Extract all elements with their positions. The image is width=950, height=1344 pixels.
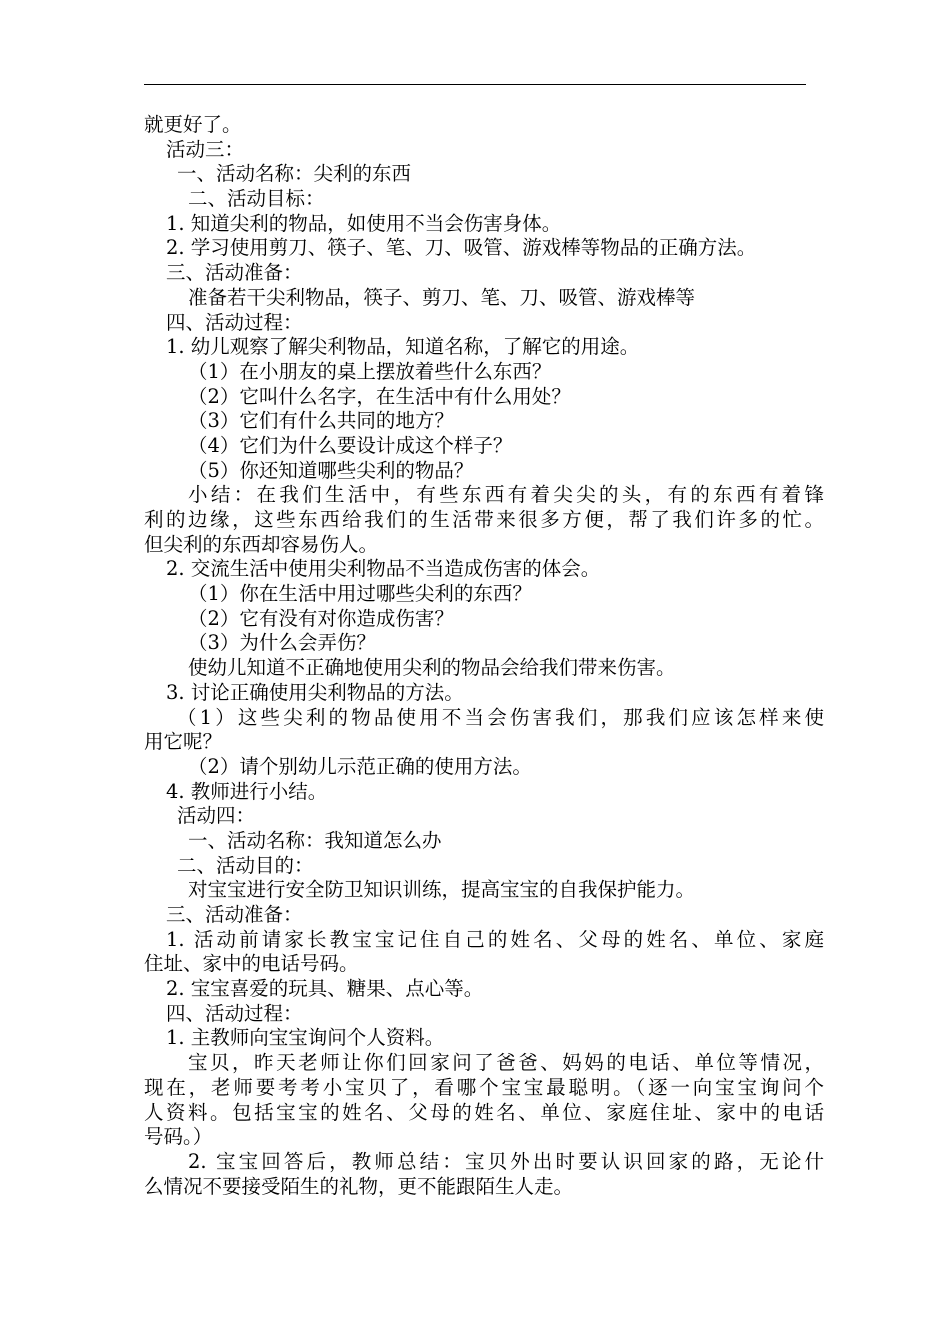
text-line: （2）它叫什么名字，在生活中有什么用处？	[188, 384, 571, 408]
text-line: 现在，老师要考考小宝贝了，看哪个宝宝最聪明。（逐一向宝宝询问个	[144, 1075, 824, 1099]
text-line: 号码。）	[144, 1125, 213, 1149]
text-line: 人资料。包括宝宝的姓名、父母的姓名、单位、家庭住址、家中的电话	[144, 1100, 824, 1124]
text-line: 四、活动过程：	[166, 310, 303, 334]
text-line: 三、活动准备：	[166, 261, 303, 285]
text-line: （4）它们为什么要设计成这个样子？	[188, 433, 513, 457]
text-line: 二、活动目标：	[188, 187, 325, 211]
text-line: 1. 活动前请家长教宝宝记住自己的姓名、父母的姓名、单位、家庭	[166, 927, 824, 951]
text-line: 1. 主教师向宝宝询问个人资料。	[166, 1026, 445, 1050]
text-line: 么情况不要接受陌生的礼物，更不能跟陌生人走。	[144, 1174, 574, 1198]
text-line: 2. 宝宝喜爱的玩具、糖果、点心等。	[166, 977, 484, 1001]
text-line: （3）为什么会弄伤？	[188, 631, 376, 655]
text-line: 3. 讨论正确使用尖利物品的方法。	[166, 680, 464, 704]
text-line: 活动四：	[177, 804, 256, 828]
text-line: 2. 学习使用剪刀、筷子、笔、刀、吸管、游戏棒等物品的正确方法。	[166, 236, 757, 260]
text-line: （3）它们有什么共同的地方？	[188, 409, 454, 433]
text-line: 使幼儿知道不正确地使用尖利的物品会给我们带来伤害。	[188, 656, 676, 680]
text-line: 用它呢？	[144, 730, 223, 754]
document-body	[144, 113, 824, 1199]
text-line: 2. 宝宝回答后，教师总结：宝贝外出时要认识回家的路，无论什	[188, 1149, 824, 1173]
text-line: 一、活动名称：我知道怎么办	[188, 828, 442, 852]
text-line: 利的边缘，这些东西给我们的生活带来很多方便，帮了我们许多的忙。	[144, 508, 824, 531]
text-line: 小结：在我们生活中，有些东西有着尖尖的头，有的东西有着锋	[188, 483, 824, 507]
text-line: 1. 知道尖利的物品，如使用不当会伤害身体。	[166, 211, 562, 235]
text-line: 活动三：	[166, 137, 245, 161]
text-line: 1. 幼儿观察了解尖利物品，知道名称，了解它的用途。	[166, 335, 640, 359]
text-line: （2）它有没有对你造成伤害？	[188, 606, 454, 630]
text-line: （1）在小朋友的桌上摆放着些什么东西？	[188, 359, 552, 383]
text-line: 一、活动名称：尖利的东西	[177, 162, 412, 186]
text-line: （5）你还知道哪些尖利的物品？	[188, 458, 474, 482]
text-line: 就更好了。	[144, 113, 242, 136]
text-line: （2）请个别幼儿示范正确的使用方法。	[188, 754, 532, 778]
text-line: 二、活动目的：	[177, 853, 314, 877]
text-line: 三、活动准备：	[166, 903, 303, 926]
text-line: （1）这些尖利的物品使用不当会伤害我们，那我们应该怎样来使	[177, 705, 824, 729]
text-line: 2. 交流生活中使用尖利物品不当造成伤害的体会。	[166, 557, 601, 581]
text-line: 四、活动过程：	[166, 1001, 303, 1025]
text-line: 4. 教师进行小结。	[166, 779, 328, 803]
text-line: 住址、家中的电话号码。	[144, 952, 359, 976]
text-line: 宝贝，昨天老师让你们回家问了爸爸、妈妈的电话、单位等情况，	[188, 1051, 824, 1075]
header-rule	[144, 84, 806, 85]
text-line: 但尖利的东西却容易伤人。	[144, 532, 379, 556]
text-line: （1）你在生活中用过哪些尖利的东西？	[188, 582, 532, 606]
text-line: 对宝宝进行安全防卫知识训练，提高宝宝的自我保护能力。	[188, 878, 696, 902]
text-line: 准备若干尖利物品，筷子、剪刀、笔、刀、吸管、游戏棒等	[188, 285, 696, 309]
